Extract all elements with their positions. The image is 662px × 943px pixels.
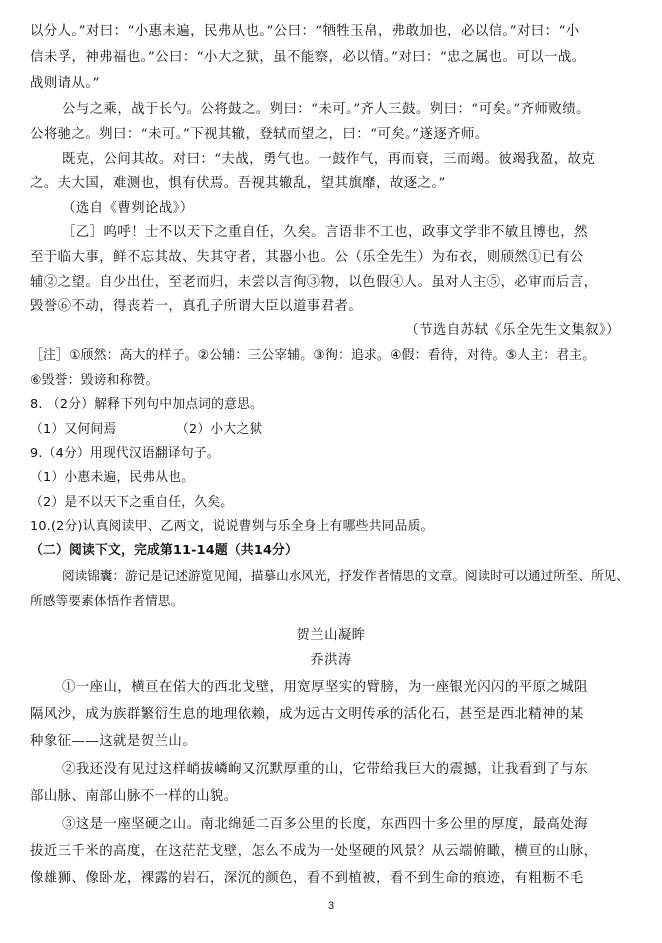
question-9: 9.（4分）用现代汉语翻译句子。 — [30, 446, 220, 461]
reading-tip: 所感等要素体悟作者情思。 — [30, 593, 184, 608]
paragraph-line: 像雄狮、像卧龙，裸露的岩石，深沉的颜色，看不到植被，看不到生命的痕迹，有粗粝不毛 — [30, 871, 584, 886]
reading-tip: 阅读锦囊：游记是记述游览见闻，描摹山水风光，抒发作者情思的文章。阅读时可以通过所至、所见、 — [62, 568, 629, 583]
source-citation: （选自《曹刿论战》） — [62, 201, 194, 216]
text-line: 公与之乘，战于长勺。公将鼓之。刿曰：“未可。”齐人三鼓。刿曰：“可矣。”齐师败绩。 — [62, 102, 590, 117]
text-line: 公将驰之。刿曰：“未可。”下视其辙，登轼而望之，曰：“可矣。”遂逐齐师。 — [30, 127, 489, 142]
paragraph-line: 种象征——这就是贺兰山。 — [30, 734, 197, 749]
article-author: 乔洪涛 — [310, 653, 352, 668]
question-10: 10.(2分)认真阅读甲、乙两文，说说曹刿与乐全身上有哪些共同品质。 — [30, 519, 434, 534]
question-8-item-2: （2）小大之狱 — [176, 422, 263, 437]
paragraph-line: ①一座山，横亘在偌大的西北戈壁，用宽厚坚实的臂膀，为一座银光闪闪的平原之城阻 — [62, 680, 588, 695]
question-8-item-1: （1）又何间焉 — [30, 422, 117, 437]
text-line: 至于临大事，鲜不忘其故、失其守者，其器小也。公（乐全先生）为布衣，则颀然①已有公 — [30, 250, 584, 265]
article-title: 贺兰山凝眸 — [296, 628, 366, 643]
source-citation: （节选自苏轼《乐全先生文集叙》） — [405, 323, 620, 338]
text-line: 辅②之望。自少出仕，至老而归，未尝以言徇③物，以色假④人。虽对人主⑤，必审而后言， — [30, 275, 598, 290]
text-line: 既克，公问其故。对曰：“夫战，勇气也。一鼓作气，再而衰，三而竭。彼竭我盈，故克 — [62, 152, 596, 167]
paragraph-line: 隔风沙，成为族群繁衍生息的地理依赖，成为远古文明传承的活化石，甚至是西北精神的某 — [30, 707, 584, 722]
question-9-item-1: （1）小惠未遍，民弗从也。 — [30, 470, 195, 485]
page-number: 3 — [327, 900, 335, 912]
paragraph-line: ②我还没有见过这样峭拔嶙峋又沉默厚重的山，它带给我巨大的震撼，让我看到了与东 — [62, 762, 588, 777]
paragraph-line: ③这是一座坚硬之山。南北绵延二百多公里的长度，东西四十多公里的厚度，最高处海 — [62, 817, 588, 832]
annotation-line: ［注］①颀然：高大的样子。②公辅：三公宰辅。③徇：追求。④假：看待，对待。⑤人主：君主。 — [30, 348, 596, 363]
section-heading: （二）阅读下文，完成第11-14题（共14分） — [30, 543, 299, 558]
paragraph-line: 部山脉、南部山脉不一样的山貌。 — [30, 789, 238, 804]
paragraph-line: 拔近三千米的高度，在这茫茫戈壁，怎么不成为一处坚硬的风景？从云端俯瞰，横亘的山脉， — [30, 844, 598, 859]
text-line: 信未孚，神弗福也。”公曰：“小大之狱，虽不能察，必以情。”对曰：“忠之属也。可以一战。 — [30, 50, 586, 65]
question-8: 8. （2分）解释下列句中加点词的意思。 — [30, 397, 264, 412]
text-line: 之。夫大国，难测也，惧有伏焉。吾视其辙乱，望其旗靡，故逐之。” — [30, 176, 446, 191]
text-line: ［乙］呜呼！士不以天下之重自任，久矣。言语非不工也，政事文学非不敏且博也，然 — [62, 225, 588, 240]
text-line: 以分人。”对曰：“小惠未遍，民弗从也。”公曰：“牺牲玉帛，弗敢加也，必以信。”对曰：“小 — [30, 24, 580, 39]
annotation-line: ⑥毁誉：毁谤和称赞。 — [30, 373, 159, 388]
text-line: 战则请从。” — [30, 76, 100, 91]
text-line: 毁誉⑥不动，得丧若一，真孔子所谓大臣以道事君者。 — [30, 299, 363, 314]
question-9-item-2: （2）是不以天下之重自任，久矣。 — [30, 495, 234, 510]
